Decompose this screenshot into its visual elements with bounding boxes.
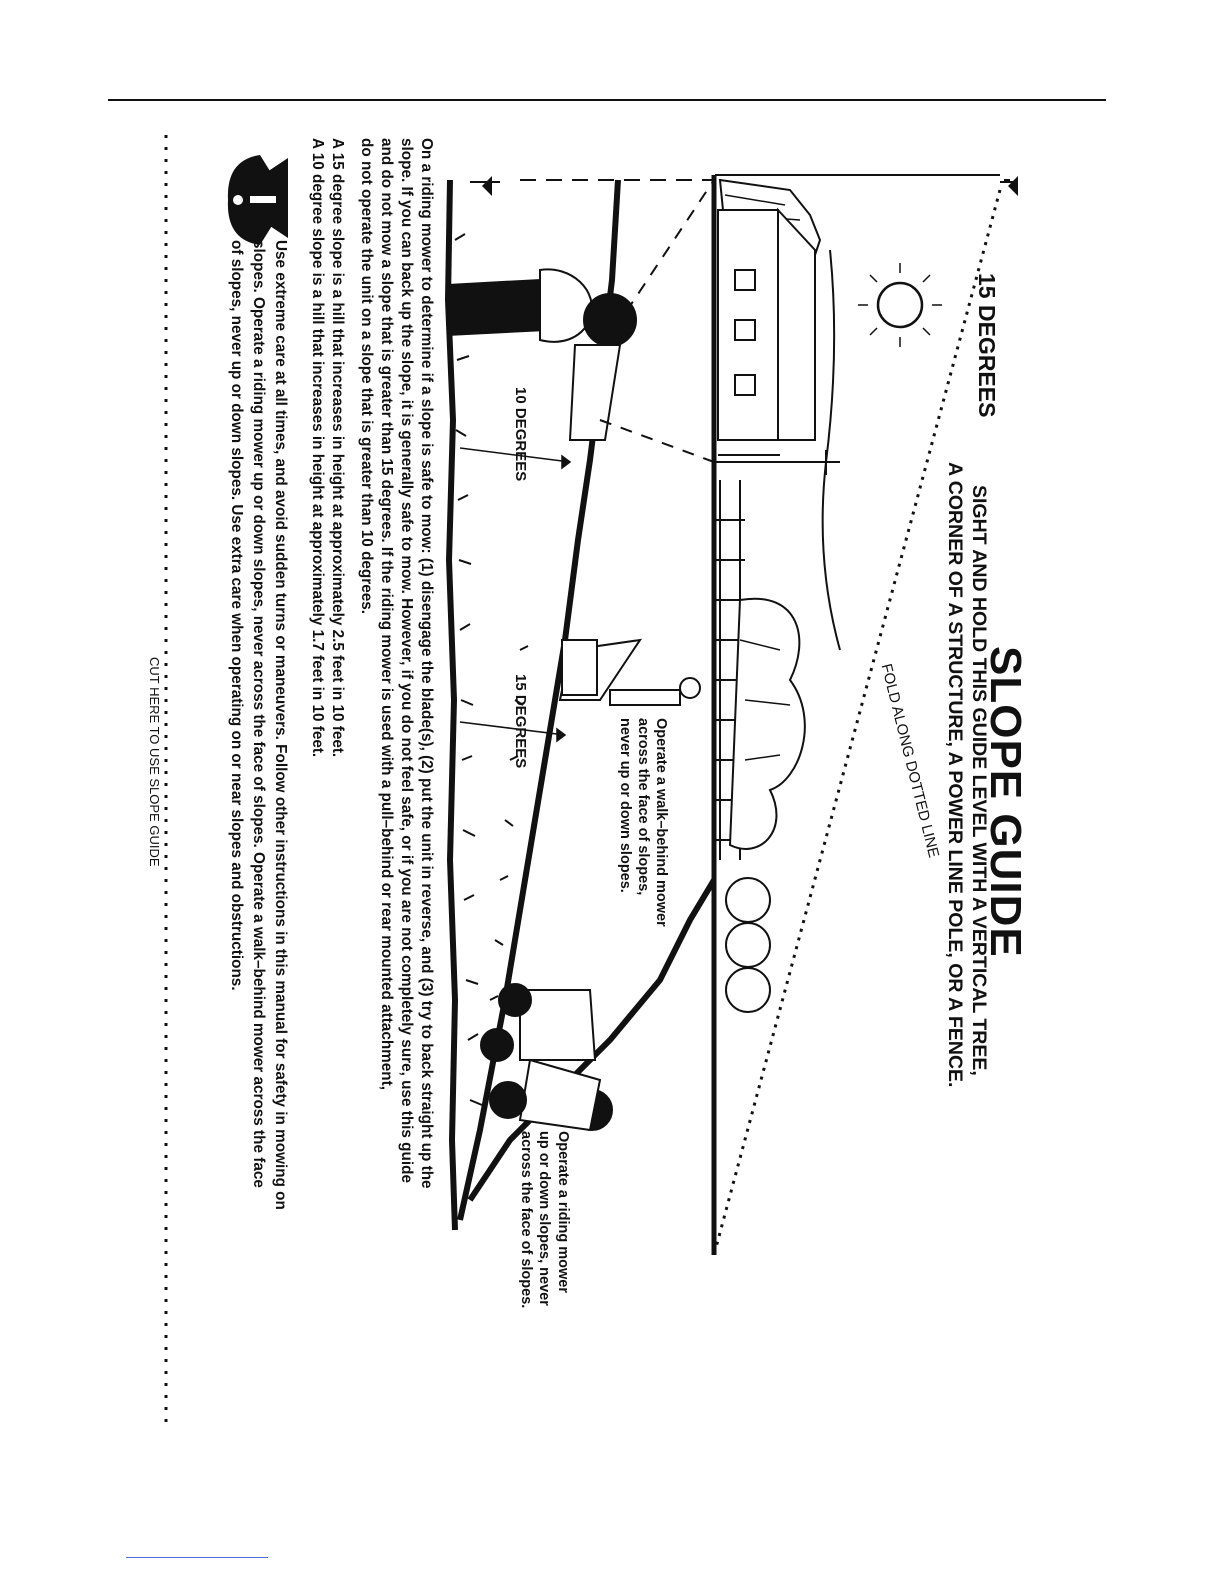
walk-behind-caption-line-3: never up or down slopes. xyxy=(617,718,633,893)
grass-texture xyxy=(455,234,528,1105)
warning-line-3: of slopes, never up or down slopes. Use extra care when operating on or near slopes and obstructions. xyxy=(228,240,245,991)
warning-line-1: Use extreme care at all times, and avoid sudden turns or maneuvers. Follow other instructions in this manual for safety in mowing on xyxy=(272,240,289,1210)
footer-link-underline xyxy=(126,1557,268,1558)
riding-caption-line-2: up or down slopes, never xyxy=(536,1131,552,1306)
slope-guide-title: SLOPE GUIDE xyxy=(981,646,1030,958)
person-sighting-icon xyxy=(448,180,714,462)
riding-caption-line-1: Operate a riding mower xyxy=(555,1131,571,1293)
instruction-line-4: do not operate the unit on a slope that is greater than 10 degrees. xyxy=(358,138,375,614)
bush-tree-icon xyxy=(726,599,805,1012)
instruction-line-3: and do not mow a slope that is greater than 15 degrees. If the riding mower is used with a pull–behind or rear mounted attachment, xyxy=(378,138,395,1090)
fold-line-label: FOLD ALONG DOTTED LINE xyxy=(877,662,943,860)
slope-definition-15: A 15 degree slope is a hill that increases in height at approximately 2.5 feet in 10 feet. xyxy=(329,138,346,758)
instruction-line-1: On a riding mower to determine if a slope is safe to mow: (1) disengage the blade(s), (2) put the unit in reverse, and (3) try to back straight up the xyxy=(418,138,435,1189)
cut-here-label: CUT HERE TO USE SLOPE GUIDE xyxy=(147,657,162,867)
guide-subtitle-line-2: A CORNER OF A STRUCTURE, A POWER LINE POLE, OR A FENCE. xyxy=(944,462,966,1088)
walk-behind-mower-icon xyxy=(560,640,700,705)
house-icon xyxy=(718,210,815,455)
label-15-degrees: 15 DEGREES xyxy=(512,674,529,769)
instruction-line-2: slope. If you can back up the slope, it is generally safe to mow. However, if you do not feel safe, or if you are not completely sure, use this guide xyxy=(398,138,415,1183)
walk-behind-caption-line-1: Operate a walk–behind mower xyxy=(653,718,669,927)
angle-arrow-left xyxy=(470,176,500,196)
slope-definition-10: A 10 degree slope is a hill that increases in height at approximately 1.7 feet in 10 feet. xyxy=(309,138,326,758)
label-10-degrees: 10 DEGREES xyxy=(512,387,529,482)
riding-mower-icon xyxy=(481,984,612,1130)
riding-caption-line-3: across the face of slopes. xyxy=(518,1131,534,1309)
angle-label-15-degrees: 15 DEGREES xyxy=(974,273,1000,418)
sun-icon xyxy=(858,263,942,347)
guide-subtitle-line-1: SIGHT AND HOLD THIS GUIDE LEVEL WITH A VERTICAL TREE, xyxy=(968,485,990,1076)
warning-line-2: slopes. Operate a riding mower up or down slopes, never across the face of slopes. Operate a walk–behind mower across the face xyxy=(250,240,267,1188)
warning-icon xyxy=(228,155,288,245)
walk-behind-caption-line-2: across the face of slopes, xyxy=(635,718,651,896)
